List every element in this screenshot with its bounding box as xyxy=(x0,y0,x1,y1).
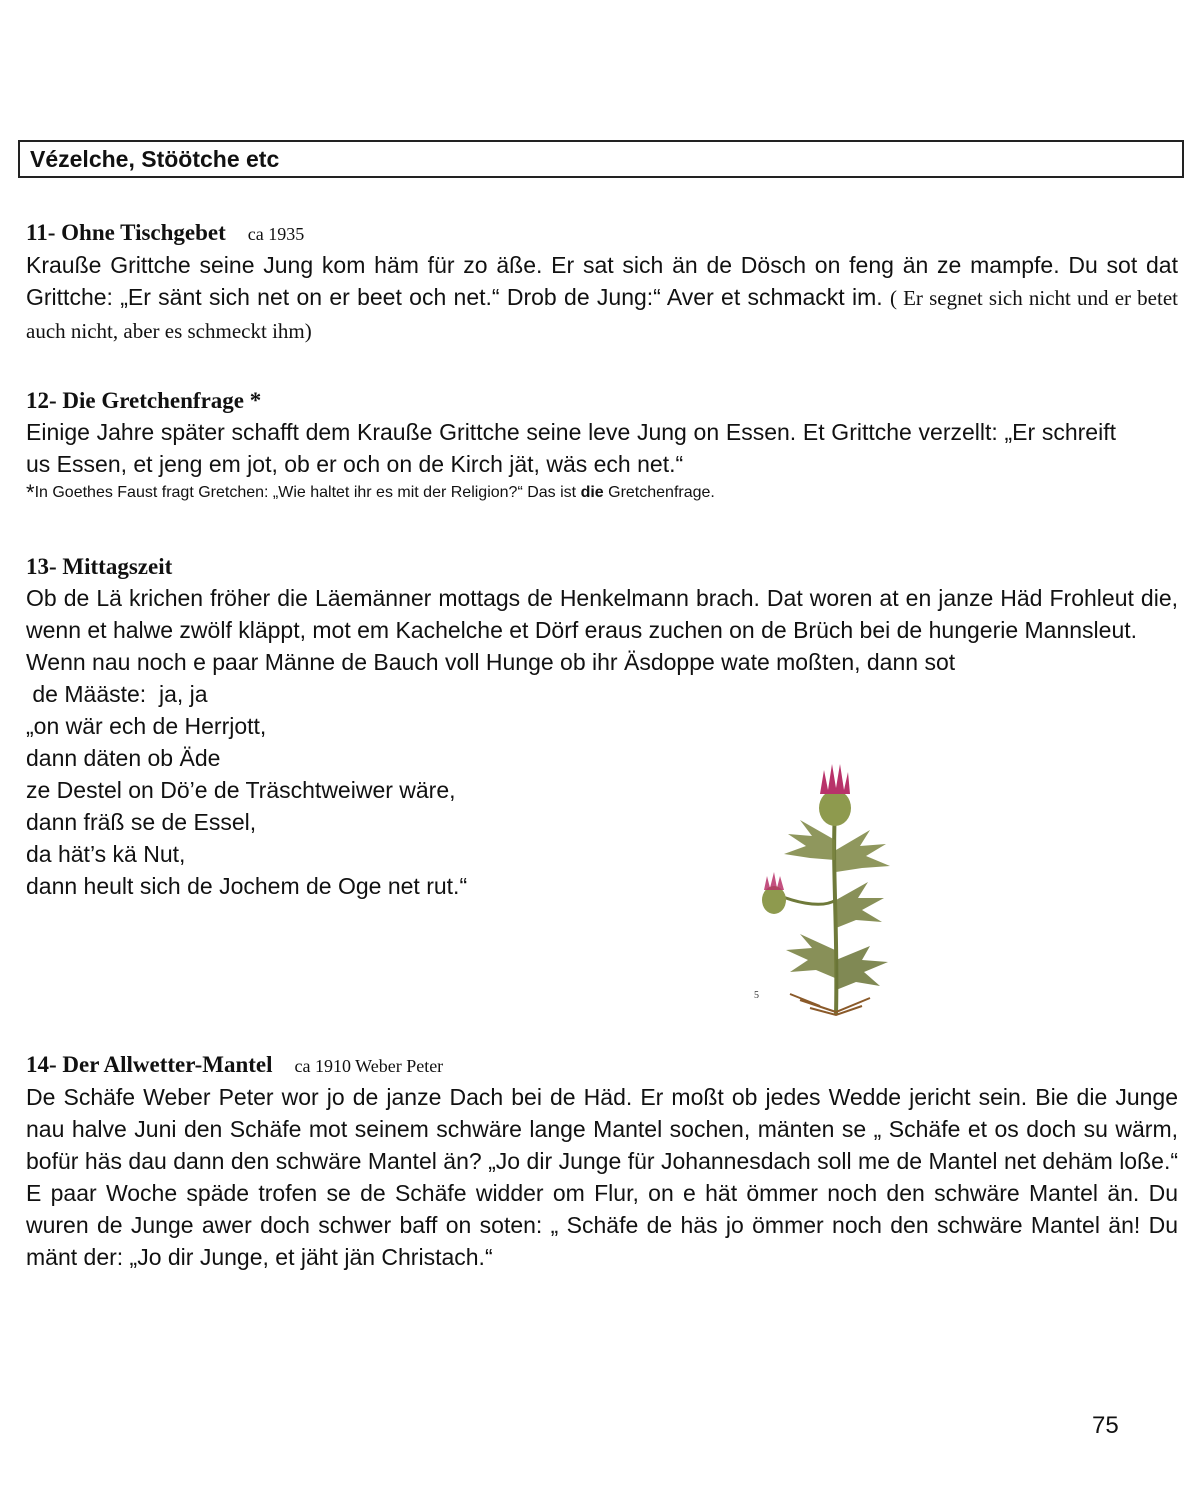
poem-line: de Määste: ja, ja xyxy=(26,681,208,707)
section-header xyxy=(18,140,1184,178)
story-meta: ca 1910 Weber Peter xyxy=(294,1056,444,1076)
poem-line: dann heult sich de Jochem de Oge net rut.“ xyxy=(26,873,468,899)
poem-line: „on wär ech de Herrjott, xyxy=(26,713,267,739)
story-text: Ob de Lä krichen fröher die Läemänner mottags de Henkelmann brach. Dat woren at en janze Häd Frohleut die, wenn et halwe zwölf kläppt, mot em Kachelche et Dörf eraus zuchen on de Brüch bei de hungerie Mannsleut. xyxy=(26,585,1178,643)
story-translation: ( Er segnet sich nicht und er betet auch nicht, aber es schmeckt ihm) xyxy=(26,286,1178,343)
page-number: 75 xyxy=(1092,1412,1119,1439)
illustration-caption: 5 xyxy=(754,990,759,1001)
story-meta: ca 1935 xyxy=(247,224,305,244)
poem-line: da hät’s kä Nut, xyxy=(26,841,186,867)
poem-line: ze Destel on Dö’e de Träschtweiwer wäre, xyxy=(26,777,456,803)
story-11 xyxy=(26,218,1178,347)
story-12 xyxy=(26,386,1178,504)
story-heading: 12- Die Gretchenfrage * xyxy=(26,388,262,413)
poem-line: dann fräß se de Essel, xyxy=(26,809,257,835)
story-13 xyxy=(26,552,1178,902)
story-heading: 14- Der Allwetter-Mantel ca 1910 Weber Peter xyxy=(26,1052,444,1077)
story-text: Einige Jahre später schafft dem Krauße Grittche seine leve Jung on Essen. Et Grittche verzellt: „Er schreift us Essen, et jeng em jot, ob er och on de Kirch jät, wäs ech net.“ xyxy=(26,419,1116,477)
story-text: Wenn nau noch e paar Männe de Bauch voll Hunge ob ihr Äsdoppe wate moßten, dann sot xyxy=(26,649,956,675)
story-14 xyxy=(26,1050,1178,1273)
story-heading: 13- Mittagszeit xyxy=(26,554,173,579)
story-heading: 11- Ohne Tischgebet ca 1935 xyxy=(26,220,305,245)
poem-line: dann däten ob Äde xyxy=(26,745,221,771)
footnote: *In Goethes Faust fragt Gretchen: „Wie haltet ihr es mit der Religion?“ Das ist die Gretchenfrage. xyxy=(26,480,715,505)
story-text: Krauße Grittche seine Jung kom häm für zo äße. Er sat sich än de Dösch on feng än ze mampfe. Du sot dat Grittche: „Er sänt sich net on er beet och net.“ Drob de Jung:“ Aver et schmackt im. ( Er segnet sich nicht und er betet auch nicht, aber es schmeckt ihm) xyxy=(26,252,1178,343)
poem xyxy=(26,678,1178,902)
story-text: De Schäfe Weber Peter wor jo de janze Dach bei de Häd. Er moßt ob jedes Wedde jericht sein. Bie die Junge nau halve Juni den Schäfe mot seinem schwäre lange Mantel sochen, mänten se „ Schäfe et os doch su wärm, bofür häs dau dann den schwäre Mantel än? „Jo dir Junge für Johannesdach soll me de Mantel net dehäm loße.“ E paar Woche späde trofen se de Schäfe widder om Flur, on e hät ömmer noch den schwäre Mantel än. Du wuren de Junge awer doch schwer baff on soten: „ Schäfe de häs jo ömmer noch den schwäre Mantel än! Du mänt der: „Jo dir Junge, et jäht jän Christach.“ xyxy=(26,1084,1178,1270)
section-title: Vézelche, Stöötche etc xyxy=(30,146,280,172)
thistle-illustration xyxy=(740,750,910,1020)
